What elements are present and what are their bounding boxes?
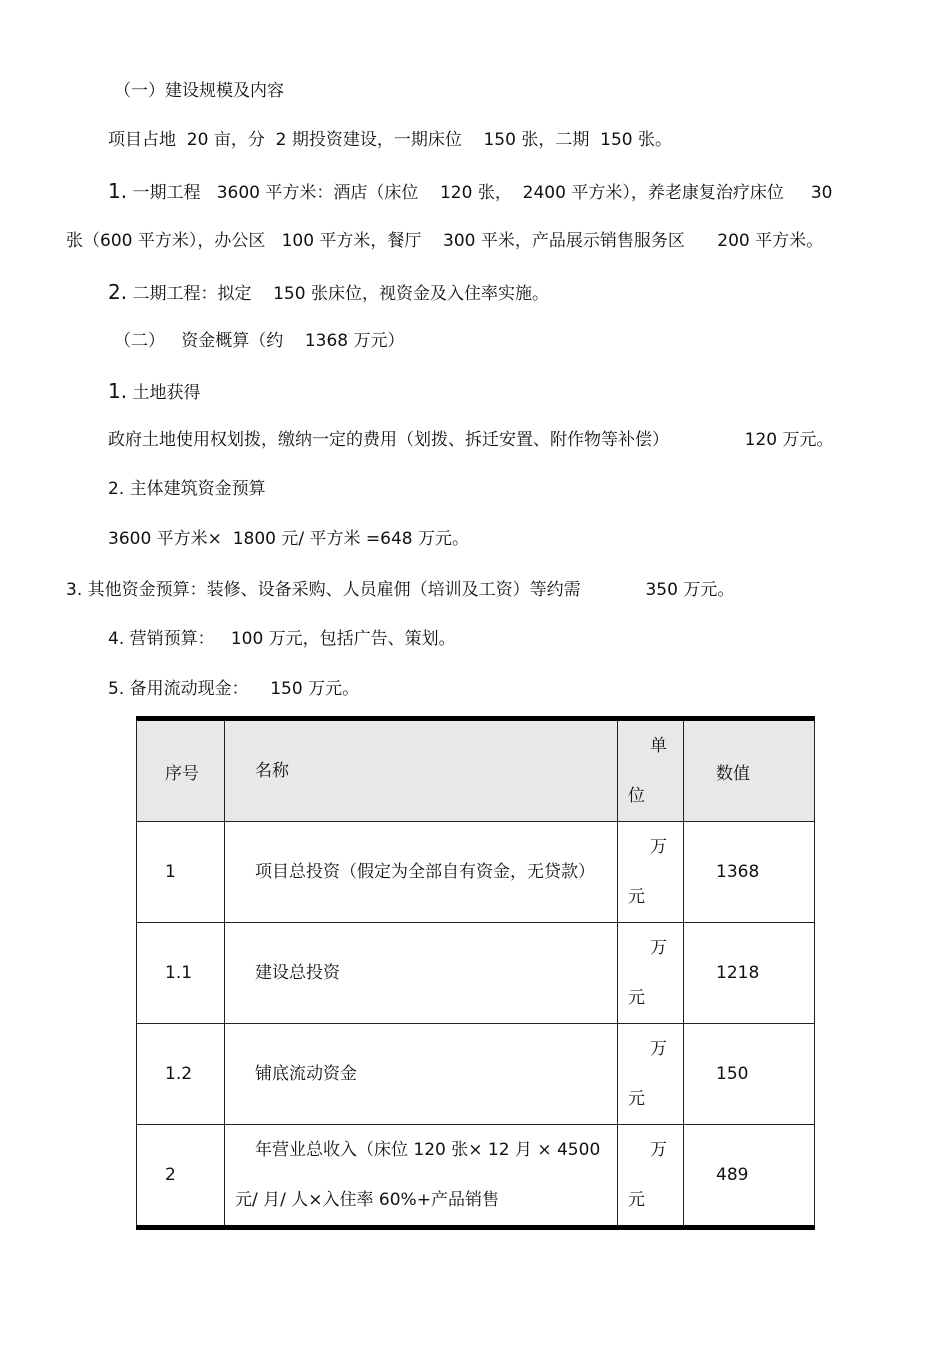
cell-unit	[618, 1125, 684, 1228]
cell-name	[225, 822, 618, 923]
paragraph: 张（600 平方米），办公区 100 平方米，餐厅 300 平米，产品展示销售服务区 200 平方米。	[66, 231, 824, 251]
cell-name	[225, 1024, 618, 1125]
cell-name-text: 年营业总收入（床位 120 张× 12 月 × 4500 元/ 月/ 人×入住率 60%+产品销售	[235, 1140, 601, 1210]
list-number: 1.	[108, 379, 128, 403]
paragraph: 5. 备用流动现金： 150 万元。	[108, 679, 360, 699]
header-unit	[618, 719, 684, 822]
header-value: 数值	[684, 719, 815, 822]
cell-value: 150	[684, 1024, 815, 1125]
paragraph-text: 一期工程 3600 平方米：酒店（床位 120 张， 2400 平方米），养老康复治疗床位 30	[127, 183, 833, 203]
cell-unit-part-2: 元	[628, 887, 645, 907]
paragraph	[108, 280, 549, 306]
table-row	[137, 1024, 815, 1125]
cell-unit-part-1: 万	[650, 837, 667, 857]
cell-no: 1.2	[137, 1024, 225, 1125]
header-unit-part-1: 单	[650, 736, 667, 756]
paragraph-text: 二期工程：拟定 150 张床位，视资金及入住率实施。	[127, 284, 549, 304]
cell-unit-part-1: 万	[650, 938, 667, 958]
cell-no: 1.1	[137, 923, 225, 1024]
cell-unit-part-2: 元	[628, 1190, 645, 1210]
table-row	[137, 1125, 815, 1228]
table-row	[137, 822, 815, 923]
budget-table	[136, 716, 815, 1230]
cell-name-text: 铺底流动资金	[255, 1064, 357, 1084]
table-row	[137, 923, 815, 1024]
table-header-row	[137, 719, 815, 822]
paragraph: 4. 营销预算： 100 万元，包括广告、策划。	[108, 629, 456, 649]
cell-no: 1	[137, 822, 225, 923]
paragraph	[108, 179, 832, 205]
cell-value: 1218	[684, 923, 815, 1024]
list-number: 1.	[108, 179, 128, 203]
section-heading-1: （一）建设规模及内容	[114, 81, 284, 101]
paragraph: 2. 主体建筑资金预算	[108, 479, 266, 499]
paragraph-text: 土地获得	[127, 383, 201, 403]
section-heading-2: （二） 资金概算（约 1368 万元）	[114, 331, 405, 351]
cell-unit	[618, 923, 684, 1024]
paragraph: 政府土地使用权划拨，缴纳一定的费用（划拨、拆迁安置、附作物等补偿） 120 万元。	[108, 430, 834, 450]
cell-unit-part-1: 万	[650, 1039, 667, 1059]
header-name-text: 名称	[255, 761, 289, 781]
paragraph: 3600 平方米× 1800 元/ 平方米 =648 万元。	[108, 529, 470, 549]
paragraph: 3. 其他资金预算：装修、设备采购、人员雇佣（培训及工资）等约需 350 万元。	[66, 580, 735, 600]
cell-name	[225, 1125, 618, 1228]
cell-unit-part-2: 元	[628, 1089, 645, 1109]
paragraph	[108, 379, 201, 405]
paragraph: 项目占地 20 亩，分 2 期投资建设，一期床位 150 张，二期 150 张。	[108, 130, 672, 150]
cell-unit	[618, 1024, 684, 1125]
cell-no: 2	[137, 1125, 225, 1228]
cell-value: 1368	[684, 822, 815, 923]
cell-unit-part-1: 万	[650, 1140, 667, 1160]
header-no: 序号	[137, 719, 225, 822]
cell-name	[225, 923, 618, 1024]
cell-value: 489	[684, 1125, 815, 1228]
list-number: 2.	[108, 280, 128, 304]
cell-unit-part-2: 元	[628, 988, 645, 1008]
header-name	[225, 719, 618, 822]
header-unit-part-2: 位	[628, 786, 645, 806]
cell-name-text: 建设总投资	[255, 963, 340, 983]
cell-unit	[618, 822, 684, 923]
cell-name-text: 项目总投资（假定为全部自有资金，无贷款）	[255, 862, 595, 882]
